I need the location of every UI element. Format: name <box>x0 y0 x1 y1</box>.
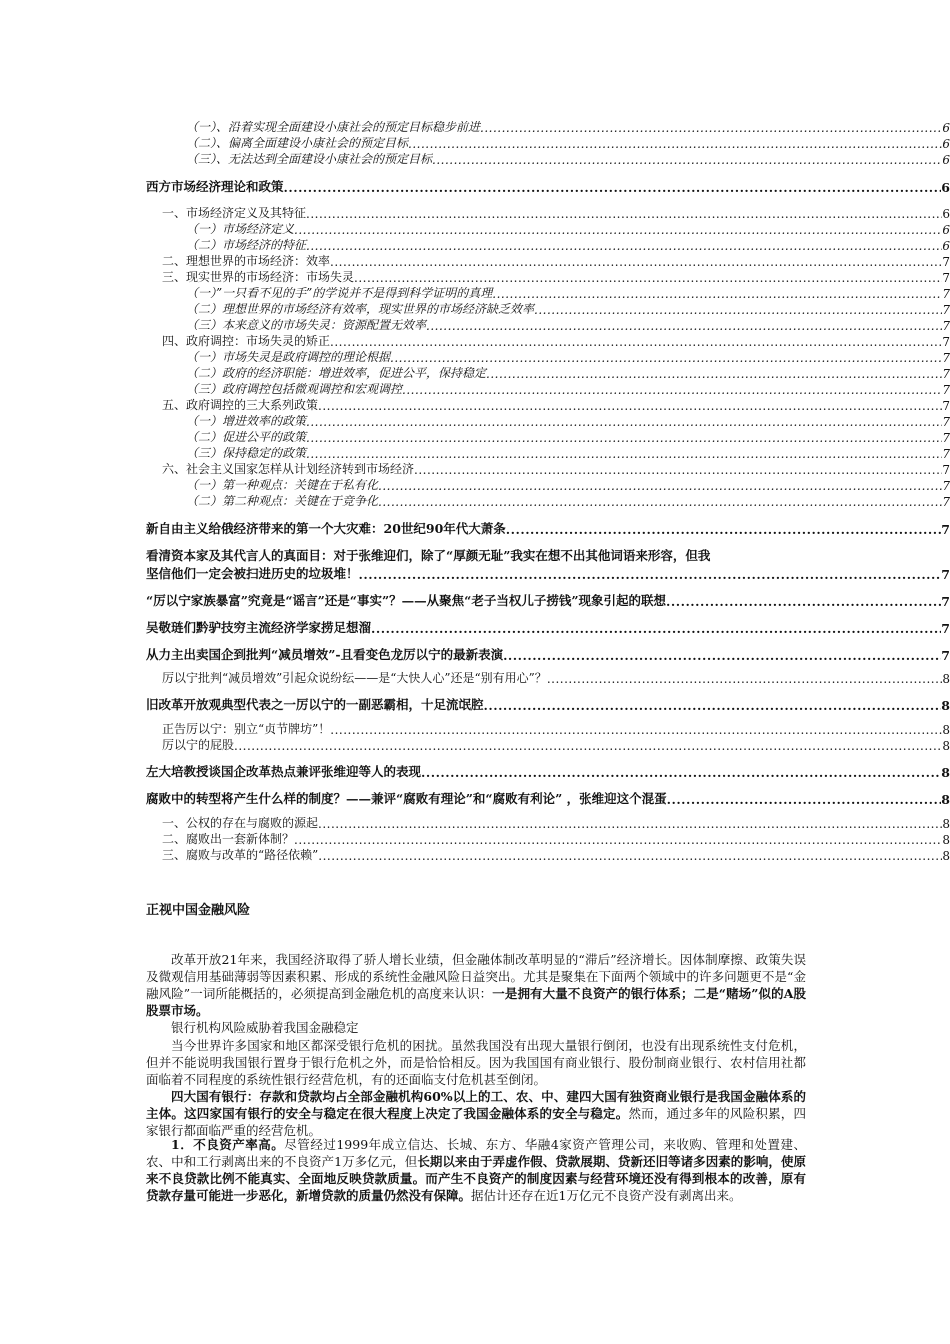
section-subheading: 银行机构风险威胁着我国金融稳定 <box>171 1020 359 1035</box>
toc-entry[interactable]: （二）、偏离全面建设小康社会的预定目标 ..... 6 <box>186 134 950 151</box>
toc-entry[interactable]: 一、公权的存在与腐败的源起 ..... 8 <box>162 814 950 831</box>
paragraph: 当今世界许多国家和地区都深受银行危机的困扰。虽然我国没有出现大量银行倒闭，也没有出现系统性支付危机，但并不能说明我国银行置身于银行危机之外，而是恰恰相反。因为我国国有商业银行、股份制商业银行、农村信用社都面临着不同程度的系统性银行经营危机，有的还面临支付危机甚至倒闭。 <box>146 1038 806 1087</box>
toc-entry[interactable]: （二）理想世界的市场经济有效率，现实世界的市场经济缺乏效率 ..... 7 <box>186 300 950 317</box>
toc-entry[interactable]: 旧改革开放观典型代表之一厉以宁的一副恶霸相，十足流氓腔 ..... 8 <box>146 695 950 713</box>
toc-entry[interactable]: （一）市场经济定义 ..... 6 <box>186 220 950 237</box>
toc-entry[interactable]: 厉以宁批判“减员增效”引起众说纷纭——是“大快人心”还是“别有用心”？ ..... 8 <box>162 669 950 686</box>
toc-entry[interactable]: 吴敬琏们黔驴技穷主流经济学家捞足想溜 ..... 7 <box>146 618 950 636</box>
toc-entry[interactable]: （三）保持稳定的政策 ..... 7 <box>186 444 950 461</box>
toc-entry[interactable]: 厉以宁的屁股 ..... 8 <box>162 736 950 753</box>
toc-entry[interactable]: 左大培教授谈国企改革热点兼评张维迎等人的表现 ..... 8 <box>146 762 950 780</box>
toc-entry[interactable]: 五、政府调控的三大系列政策 ..... 7 <box>162 396 950 413</box>
toc-entry[interactable]: （一）增进效率的政策 ..... 7 <box>186 412 950 429</box>
toc-entry[interactable]: （二）政府的经济职能：增进效率，促进公平，保持稳定 ..... 7 <box>186 364 950 381</box>
toc-entry[interactable]: 二、理想世界的市场经济：效率 ..... 7 <box>162 252 950 269</box>
toc-entry[interactable]: 正告厉以宁：别立“贞节牌坊”！ ..... 8 <box>162 720 950 737</box>
paragraph: 1．不良资产率高。尽管经过1999年成立信达、长城、东方、华融4家资产管理公司，来收购、管理和处置建、农、中和工行剥离出来的不良资产1万多亿元，但长期以来由于弄虚作假、贷款展期、贷新还旧等诸多因素的影响，使原来不良贷款比例不能真实、全面地反映贷款质量。而产生不良资产的制度因素与经营环境还没有得到根本的改善，原有贷款存量可能进一步恶化，新增贷款的质量仍然没有保障。据估计还存在近1万亿元不良资产没有剥离出来。 <box>146 1137 806 1203</box>
toc-entry[interactable]: （一）、沿着实现全面建设小康社会的预定目标稳步前进 ..... 6 <box>186 118 950 135</box>
toc-entry[interactable]: （三）政府调控包括微观调控和宏观调控 ..... 7 <box>186 380 950 397</box>
paragraph: 四大国有银行：存款和贷款均占全部金融机构60%以上的工、农、中、建四大国有独资商业银行是我国金融体系的主体。这四家国有银行的安全与稳定在很大程度上决定了我国金融体系的安全与稳定。然而，通过多年的风险积累，四家银行都面临严重的经营危机。 <box>146 1089 806 1138</box>
toc-entry[interactable]: 四、政府调控：市场失灵的矫正 ..... 7 <box>162 332 950 349</box>
article-title: 正视中国金融风险 <box>146 903 251 918</box>
toc-entry[interactable]: （三）、无法达到全面建设小康社会的预定目标 ..... 6 <box>186 150 950 167</box>
toc-entry[interactable]: （二）第二种观点：关键在于竞争化 ..... 7 <box>186 492 950 509</box>
toc-entry[interactable]: 腐败中的转型将产生什么样的制度？——兼评“腐败有理论”和“腐败有利论” ，张维迎这个混蛋 ..... 8 <box>146 789 950 807</box>
toc-entry[interactable]: 六、社会主义国家怎样从计划经济转到市场经济 ..... 7 <box>162 460 950 477</box>
toc-entry[interactable]: （一）第一种观点：关键在于私有化 ..... 7 <box>186 476 950 493</box>
toc-entry[interactable]: 三、现实世界的市场经济：市场失灵 ..... 7 <box>162 268 950 285</box>
toc-entry[interactable]: （三）本来意义的市场失灵：资源配置无效率 ..... 7 <box>186 316 950 333</box>
toc-entry[interactable]: 从力主出卖国企到批判“减员增效”-且看变色龙厉以宁的最新表演 ..... 7 <box>146 645 950 663</box>
toc-entry[interactable]: 一、市场经济定义及其特征 ..... 6 <box>162 204 950 221</box>
toc-entry[interactable]: 二、腐败出一套新体制？ ..... 8 <box>162 830 950 847</box>
toc-entry[interactable]: （一）”一只看不见的手”的学说并不是得到科学证明的真理 ..... 7 <box>186 284 950 301</box>
toc-entry[interactable]: 西方市场经济理论和政策 ..... 6 <box>146 177 950 195</box>
toc-entry[interactable]: 看清资本家及其代言人的真面目：对于张维迎们，除了“厚颜无耻”我实在想不出其他词语来形容，但我 <box>146 548 711 563</box>
paragraph: 改革开放21年来，我国经济取得了骄人增长业绩，但金融体制改革明显的“滞后”经济增长。因体制摩擦、政策失误及微观信用基础薄弱等因素积累、形成的系统性金融风险日益突出。尤其是聚集在下面两个领域中的许多问题更不是“金融风险”一词所能概括的，必须提高到金融危机的高度来认识：一是拥有大量不良资产的银行体系；二是“赌场”似的A股股票市场。 <box>146 952 806 1018</box>
toc-entry[interactable]: 新自由主义给俄经济带来的第一个大灾难：20世纪90年代大萧条 ..... 7 <box>146 519 950 537</box>
toc-entry[interactable]: 坚信他们一定会被扫进历史的垃圾堆！ ..... 7 <box>146 564 950 582</box>
toc-entry[interactable]: （一）市场失灵是政府调控的理论根据 ..... 7 <box>186 348 950 365</box>
toc-entry[interactable]: （二）市场经济的特征 ..... 6 <box>186 236 950 253</box>
toc-entry[interactable]: （二）促进公平的政策 ..... 7 <box>186 428 950 445</box>
toc-entry[interactable]: 三、腐败与改革的“路径依赖” ..... 8 <box>162 846 950 863</box>
toc-entry[interactable]: “厉以宁家族暴富”究竟是“谣言”还是“事实”？——从聚焦“老子当权儿子捞钱”现象引起的联想 ..... 7 <box>146 591 950 609</box>
